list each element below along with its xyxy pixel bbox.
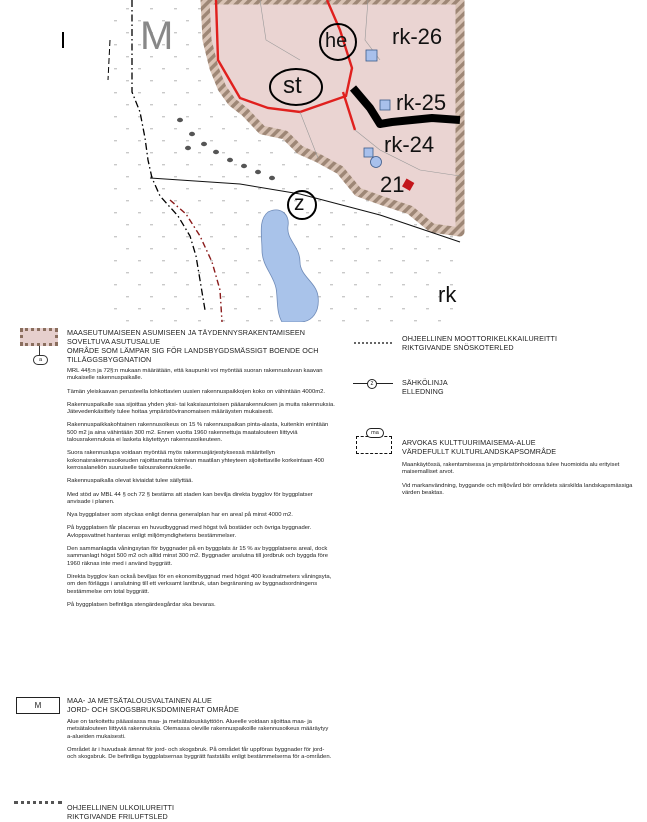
title-line: JORD- OCH SKOGSBRUKSDOMINERAT OMRÅDE bbox=[67, 705, 239, 714]
legend-paragraph: Maankäytössä, rakentamisessa ja ympäristönhoidossa tulee huomioida alu erityiset maisemalliset arvot. bbox=[402, 462, 620, 476]
label-he: he bbox=[325, 30, 348, 52]
blue-marker-circle bbox=[371, 157, 382, 168]
title-line: VÄRDEFULLT KULTURLANDSKAPSOMRÅDE bbox=[402, 447, 557, 456]
legend-paragraph: Nya byggplatser som styckas enligt denna generalplan har en areal på minst 4000 m2. bbox=[67, 512, 293, 519]
m-legend-body bbox=[67, 719, 335, 767]
label-rk-24: rk-24 bbox=[384, 132, 435, 157]
title-line: OHJEELLINEN MOOTTORIKELKKAILUREITTI bbox=[402, 334, 558, 343]
ma-badge: ma bbox=[366, 428, 384, 438]
legend-paragraph: Suora rakennuslupa voidaan myöntää myös rakennusjärjestyksessä määritellyn kokonaisrakennusoikeuden rajoittamatta toimivan maatilan yhteyteen sijoitettaville korkeintaan 400 kerrosalaneliön suuruiselle talousrakennukselle. bbox=[67, 450, 325, 471]
blue-marker-square bbox=[364, 148, 373, 157]
legend-paragraph: Rakennuspaikkakohtainen rakennusoikeus on 15 % rakennuspaikan pinta-alasta, kuitenkin enintään 500 m2 ja aina vähintään 300 m2. Ennen vuotta 1960 rakennettuja maatalouteen liittyviä talousrakennuksia ei lasketa käytettyyn rakennusoikeuteen. bbox=[67, 422, 329, 444]
legend-paragraph: Rakennuspaikalle saa sijoittaa yhden yksi- tai kaksiasuntoisen pääarakennuksen ja muita rakennuksia. Jätevedenkäsittely tulee hoitaa ympäristöviranomaisen määräysten mukaisesti. bbox=[67, 401, 335, 416]
legend-paragraph: Med stöd av MBL 44 § och 72 § bestäms att staden kan bevilja direkta bygglov för byggplatser anvisade i planen. bbox=[67, 491, 313, 505]
title-line: ELLEDNING bbox=[402, 387, 444, 396]
legend-paragraph: Rakennuspaikalla olevat kiviaidat tulee säilyttää. bbox=[67, 478, 194, 485]
label-st: st bbox=[283, 72, 302, 99]
legend-paragraph: Tämän yleiskaavan perusteella lohkottavien uusien rakennuspaikkojen koko on vähintään 4000m2. bbox=[67, 388, 326, 395]
power-line-title bbox=[402, 378, 602, 396]
label-rk-25: rk-25 bbox=[396, 90, 447, 115]
blue-marker-square bbox=[380, 100, 390, 110]
settlement-area-symbol bbox=[20, 328, 58, 346]
title-line: RIKTGIVANDE FRILUFTSLED bbox=[67, 812, 168, 821]
title-line: OMRÅDE SOM LÄMPAR SIG FÖR LANDSBYGDSMÄSSIGT BOENDE OCH bbox=[67, 346, 319, 355]
power-line-badge: z bbox=[367, 379, 377, 389]
outdoor-route-title bbox=[67, 803, 287, 821]
label-21: 21 bbox=[380, 172, 405, 197]
title-line: TILLÄGGSBYGGNATION bbox=[67, 355, 152, 364]
cultural-landscape-body bbox=[402, 462, 637, 503]
legend-paragraph: Vid markanvändning, byggande och miljövård bör områdets särskilda landskapsmässiga värden beaktas. bbox=[402, 482, 633, 496]
title-line: MAA- JA METSÄTALOUSVALTAINEN ALUE bbox=[67, 696, 212, 705]
blue-marker-square bbox=[366, 50, 377, 61]
title-line: MAASEUTUMAISEEN ASUMISEEN JA TÄYDENNYSRAKENTAMISEEN bbox=[67, 328, 306, 337]
snowmobile-route-title bbox=[402, 334, 632, 352]
zone-label-m: M bbox=[140, 14, 174, 58]
label-rk-26: rk-26 bbox=[392, 24, 443, 49]
m-area-symbol: M bbox=[16, 697, 60, 714]
cursor-mark bbox=[62, 32, 64, 48]
title-line: SÄHKÖLINJA bbox=[402, 378, 448, 387]
map-canvas bbox=[0, 0, 647, 322]
map-area bbox=[0, 0, 647, 322]
legend-paragraph: MRL 44§:n ja 72§:n mukaan määrätään, että kaupunki voi myöntää suoran rakennusluvan kaavan mukaiselle rakennuspaikalle. bbox=[67, 368, 323, 382]
title-line: OHJEELLINEN ULKOILUREITTI bbox=[67, 803, 175, 812]
cultural-landscape-title bbox=[402, 438, 632, 456]
a-legend-title bbox=[67, 328, 327, 364]
legend-paragraph: På byggplatsen får placeras en huvudbyggnad med högst två bostäder och övriga byggnader. Avloppsvattnet hanteras enligt miljömyndighetens bestämmelser. bbox=[67, 525, 312, 539]
legend-paragraph: Den sammanlagda våningsytan för byggnader på en byggplats är 15 % av byggplatsens areal, dock sammanlagt högst 500 m2 och alltid minst 300 m2. Byggnader anslutna till jordbruk och byggda före 1960 räknas inte med i använd byggrätt. bbox=[67, 546, 328, 567]
a-badge: a bbox=[33, 355, 48, 365]
legend-paragraph: Området är i huvudsak ämnat för jord- och skogsbruk. På området får uppföras byggnader för jord- och skogsbruk. De befintliga byggplatsernas byggrätt fastställs enligt bestämmelserna för a-områden. bbox=[67, 746, 332, 761]
title-line: ARVOKAS KULTTUURIMAISEMA-ALUE bbox=[402, 438, 536, 447]
cultural-landscape-symbol bbox=[356, 436, 392, 454]
snowmobile-route-symbol bbox=[354, 342, 392, 348]
outdoor-route-symbol bbox=[14, 801, 62, 809]
legend-paragraph: Direkta bygglov kan också beviljas för en ekonomibyggnad med högst 400 kvadratmeters våningsyta, om den förläggs i anslutning till ett verksamt lantbruk, utan begränsning av byggnadsordningens bestämmelse om total byggrätt. bbox=[67, 573, 332, 595]
legend-paragraph: Alue on tarkoitettu pääasiassa maa- ja metsätalouskäyttöön. Alueelle voidaan sijoittaa maa- ja metsätalouteen liittyviä rakennuksia. Olemassa oleville rakennuspaikoille rakennusoikeus määräytyy a-alueiden mukaisesti. bbox=[67, 719, 329, 740]
title-line: RIKTGIVANDE SNÖSKOTERLED bbox=[402, 343, 514, 352]
m-legend-title bbox=[67, 696, 327, 714]
a-legend-body bbox=[67, 368, 335, 615]
title-line: SOVELTUVA ASUTUSALUE bbox=[67, 337, 161, 346]
legend-paragraph: På byggplatsen befintliga stengärdesgårdar ska bevaras. bbox=[67, 601, 216, 608]
label-rk: rk bbox=[438, 282, 457, 307]
label-z: z bbox=[294, 192, 305, 215]
